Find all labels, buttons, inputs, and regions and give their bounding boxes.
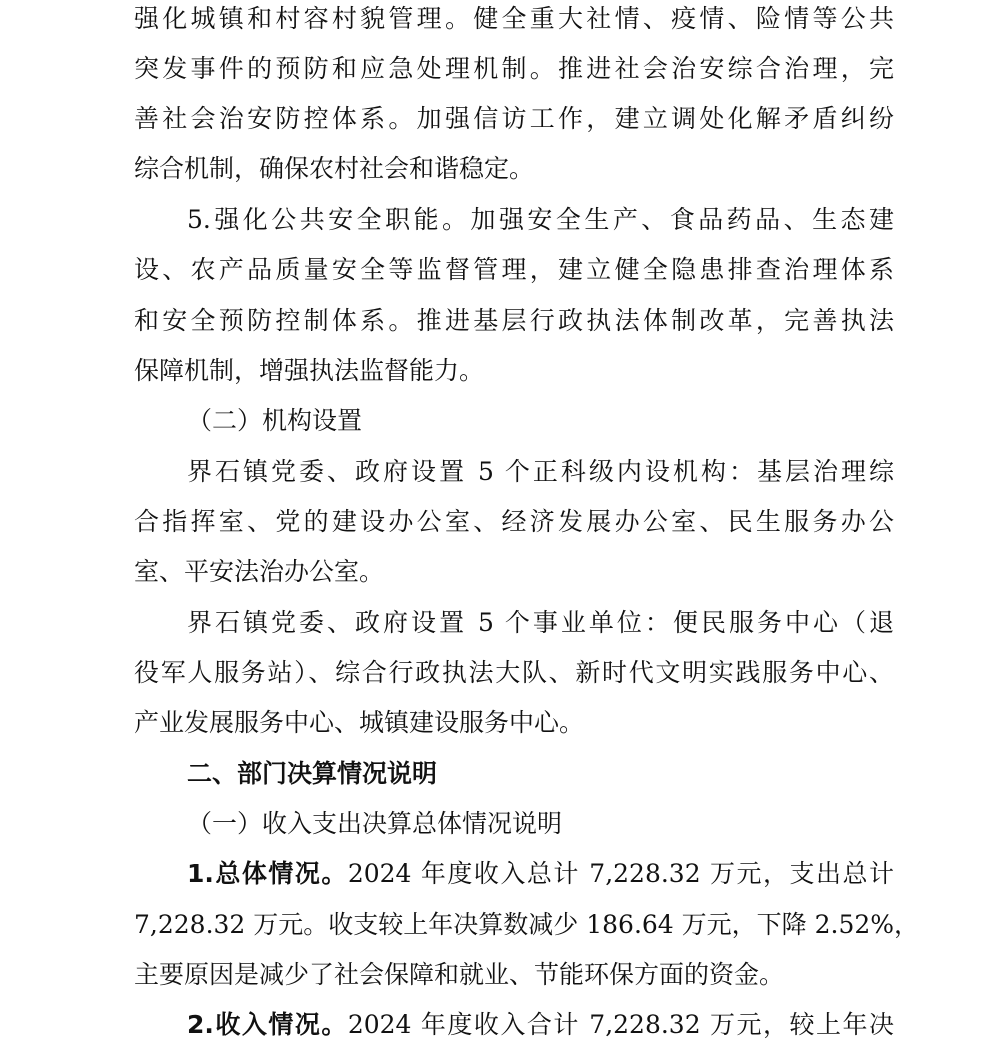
text-span: 5.强化公共安全职能。加强安全生产、食品药品、生态建: [187, 205, 894, 234]
body-text-line: [134, 296, 894, 346]
bold-lead: 2.收入情况。: [187, 1010, 348, 1039]
body-text-line: [134, 94, 894, 144]
text-span: 2024 年度收入合计 7,228.32 万元，较上年决: [347, 1010, 894, 1039]
text-span: 2024 年度收入总计 7,228.32 万元，支出总计: [347, 859, 894, 888]
body-text-line: [134, 698, 894, 748]
body-text-line: [134, 245, 894, 295]
body-text-line: [134, 950, 894, 1000]
body-text-line: [187, 1000, 894, 1050]
body-text-line: [187, 195, 894, 245]
text-span: （二）机构设置: [187, 406, 363, 435]
text-span: [187, 849, 894, 899]
text-span: 界石镇党委、政府设置 5 个正科级内设机构：基层治理综: [187, 457, 894, 486]
body-text-line: [134, 44, 894, 94]
body-text-line: [134, 547, 894, 597]
body-text-line: [134, 648, 894, 698]
text-span: 室、平安法治办公室。: [134, 557, 385, 586]
section-heading: [187, 749, 947, 799]
text-span: 善社会治安防控体系。加强信访工作，建立调处化解矛盾纠纷: [134, 104, 894, 133]
text-span: 二、部门决算情况说明: [187, 759, 438, 788]
text-span: 7,228.32 万元。收支较上年决算数减少 186.64 万元，下降 2.52%，: [134, 910, 920, 939]
body-text-line: [187, 598, 894, 648]
text-span: 主要原因是减少了社会保障和就业、节能环保方面的资金。: [134, 960, 785, 989]
text-span: 役军人服务站）、综合行政执法大队、新时代文明实践服务中心、: [134, 658, 894, 687]
text-span: 产业发展服务中心、城镇建设服务中心。: [134, 708, 585, 737]
text-span: 强化城镇和村容村貌管理。健全重大社情、疫情、险情等公共: [134, 4, 894, 33]
body-text-line: [134, 346, 894, 396]
body-text-line: [134, 497, 894, 547]
text-span: 设、农产品质量安全等监督管理，建立健全隐患排查治理体系: [134, 255, 894, 284]
text-span: （一）收入支出决算总体情况说明: [187, 809, 563, 838]
text-span: 合指挥室、党的建设办公室、经济发展办公室、民生服务办公: [134, 507, 894, 536]
body-text-line: [134, 900, 920, 950]
text-span: 突发事件的预防和应急处理机制。推进社会治安综合治理，完: [134, 54, 894, 83]
body-text-line: [187, 849, 894, 899]
body-text-line: [134, 144, 894, 194]
section-subheading: [187, 396, 947, 446]
body-text-line: [134, 0, 894, 44]
bold-lead: 1.总体情况。: [187, 859, 348, 888]
text-span: 保障机制，增强执法监督能力。: [134, 356, 485, 385]
body-text-line: [187, 447, 894, 497]
section-subheading: [187, 799, 947, 849]
text-span: 和安全预防控制体系。推进基层行政执法体制改革，完善执法: [134, 306, 894, 335]
text-span: 界石镇党委、政府设置 5 个事业单位：便民服务中心（退: [187, 608, 894, 637]
text-span: 综合机制，确保农村社会和谐稳定。: [134, 154, 535, 183]
text-span: [187, 1000, 894, 1050]
